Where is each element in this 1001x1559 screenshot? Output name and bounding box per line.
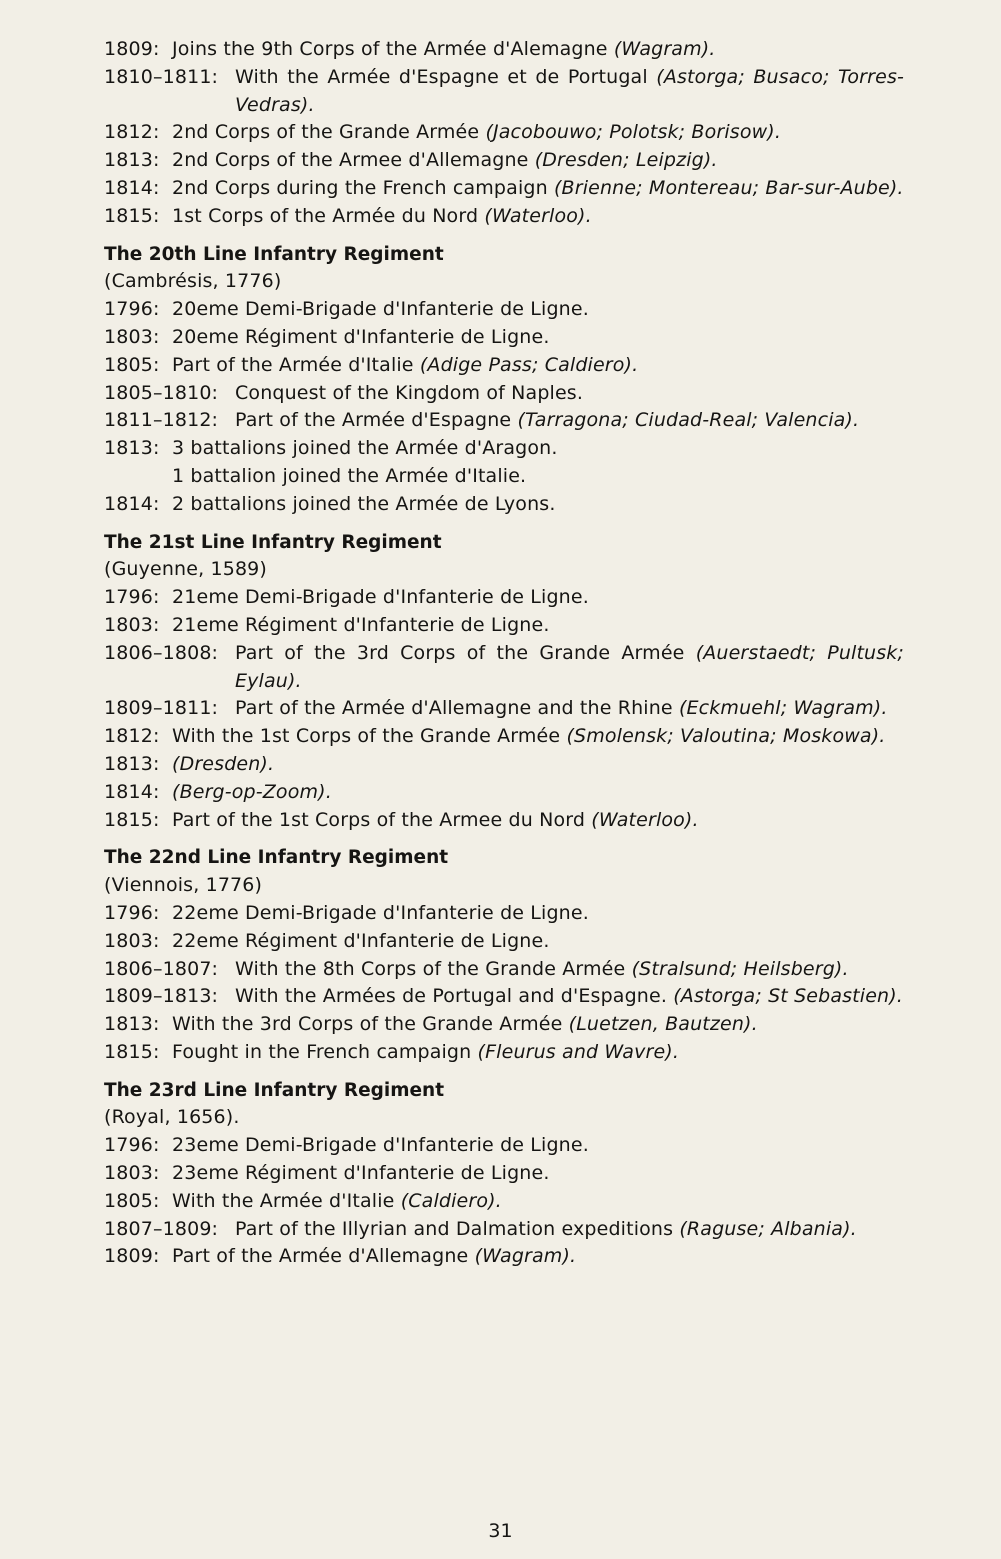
- entry-year: 1807–1809:: [104, 1217, 219, 1240]
- carryover-list: [104, 36, 904, 231]
- chronology-entry: [104, 407, 904, 435]
- entry-locations: (Wagram).: [474, 1245, 577, 1268]
- chronology-entry: [104, 1216, 904, 1244]
- entry-body: [104, 491, 904, 519]
- chronology-entry: [104, 119, 904, 147]
- entry-text: Part of the 1st Corps of the Armee du Nord: [172, 808, 586, 831]
- entry-body: [104, 1243, 904, 1271]
- chronology-entry: [104, 751, 904, 779]
- entry-text: With the 8th Corps of the Grande Armée: [235, 957, 626, 980]
- entry-year: 1811–1812:: [104, 409, 219, 432]
- entry-body: [104, 584, 904, 612]
- entry-continuation: 1 battalion joined the Armée d'Italie.: [172, 464, 527, 487]
- entry-text: Part of the Illyrian and Dalmation expeditions: [235, 1217, 674, 1240]
- chronology-entry: [104, 900, 904, 928]
- page-content: [104, 36, 904, 1271]
- chronology-entry: [104, 175, 904, 203]
- entry-text: 22eme Demi-Brigade d'Infanterie de Ligne.: [172, 901, 589, 924]
- regiment-origin: (Guyenne, 1589): [104, 558, 267, 581]
- chronology-entry: [104, 723, 904, 751]
- regiment-origin: (Royal, 1656).: [104, 1106, 240, 1129]
- entry-year: 1814:: [104, 176, 160, 199]
- entry-locations: (Adige Pass; Caldiero).: [419, 353, 639, 376]
- entry-body: [104, 900, 904, 928]
- entry-year: 1815:: [104, 1040, 160, 1063]
- entry-body: [104, 1039, 904, 1067]
- entry-locations: (Stralsund; Heilsberg).: [631, 957, 849, 980]
- entry-text: 2nd Corps during the French campaign: [172, 176, 548, 199]
- entry-year: 1803:: [104, 613, 160, 636]
- entry-locations: (Waterloo).: [591, 808, 699, 831]
- entry-year: 1805:: [104, 353, 160, 376]
- entry-text: Joins the 9th Corps of the Armée d'Alemagne: [172, 38, 608, 60]
- entry-year: 1806–1808:: [104, 641, 219, 664]
- entry-locations: (Raguse; Albania).: [679, 1217, 857, 1240]
- entry-body: [104, 1216, 904, 1244]
- entry-body: [104, 435, 904, 463]
- chronology-entry: [104, 1039, 904, 1067]
- regiment-heading: The 23rd Line Infantry Regiment: [104, 1079, 445, 1101]
- entry-year: 1805:: [104, 1189, 160, 1212]
- chronology-entry: [104, 695, 904, 723]
- entry-body: [104, 612, 904, 640]
- entry-locations: (Waterloo).: [484, 204, 592, 227]
- entry-body: [104, 1188, 904, 1216]
- entry-locations: (Wagram).: [613, 38, 716, 60]
- chronology-entry: [104, 296, 904, 324]
- entry-body: [104, 928, 904, 956]
- entry-year: 1803:: [104, 1162, 160, 1185]
- entry-body: [104, 324, 904, 352]
- entry-year: 1805–1810:: [104, 381, 219, 404]
- entry-locations: (Dresden; Leipzig).: [534, 149, 718, 172]
- entry-locations: (Eckmuehl; Wagram).: [678, 697, 888, 720]
- entry-body: [104, 36, 904, 64]
- entry-locations: (Dresden).: [172, 752, 275, 775]
- entry-text: Part of the Armée d'Espagne: [235, 409, 512, 432]
- chronology-entry: [104, 779, 904, 807]
- entry-text: 20eme Régiment d'Infanterie de Ligne.: [172, 325, 550, 348]
- entry-body: [104, 352, 904, 380]
- entry-body: [104, 723, 904, 751]
- entry-locations: (Luetzen, Bautzen).: [568, 1013, 758, 1036]
- chronology-entry: [104, 956, 904, 984]
- chronology-entry: [104, 640, 904, 696]
- entry-body: [104, 779, 904, 807]
- entry-body: [104, 407, 904, 435]
- entry-text: Part of the Armée d'Allemagne: [172, 1245, 469, 1268]
- entry-year: 1809–1811:: [104, 697, 219, 720]
- entry-locations: (Astorga; St Sebastien).: [673, 985, 903, 1008]
- chronology-entry: [104, 807, 904, 835]
- entry-text: 2 battalions joined the Armée de Lyons.: [172, 492, 556, 515]
- entry-text: 1st Corps of the Armée du Nord: [172, 204, 479, 227]
- entry-text: With the Armée d'Espagne et de Portugal: [235, 65, 648, 88]
- chronology-entry: [104, 36, 904, 64]
- entry-locations: (Smolensk; Valoutina; Moskowa).: [566, 725, 886, 748]
- regiment-heading: The 21st Line Infantry Regiment: [104, 531, 442, 553]
- regiment-heading: The 20th Line Infantry Regiment: [104, 243, 444, 265]
- chronology-entry: [104, 1243, 904, 1271]
- entry-text: 20eme Demi-Brigade d'Infanterie de Ligne.: [172, 298, 589, 321]
- entry-year: 1813:: [104, 1013, 160, 1036]
- entry-year: 1815:: [104, 808, 160, 831]
- entry-locations: (Tarragona; Ciudad-Real; Valencia).: [517, 409, 860, 432]
- regiment-section: [104, 529, 904, 835]
- entry-text: 23eme Demi-Brigade d'Infanterie de Ligne.: [172, 1134, 589, 1157]
- entry-year: 1813:: [104, 149, 160, 172]
- entry-year: 1803:: [104, 325, 160, 348]
- chronology-entry: [104, 64, 904, 120]
- regiment-origin: (Cambrésis, 1776): [104, 270, 282, 293]
- entry-year: 1806–1807:: [104, 957, 219, 980]
- entry-locations: (Fleurus and Wavre).: [477, 1040, 680, 1063]
- entry-body: [104, 983, 904, 1011]
- entry-text: With the 1st Corps of the Grande Armée: [172, 725, 561, 748]
- regiment-section: [104, 844, 904, 1066]
- entry-year: 1812:: [104, 121, 160, 144]
- entry-year: 1813:: [104, 437, 160, 460]
- entry-text: Part of the 3rd Corps of the Grande Armée: [235, 641, 685, 664]
- entry-locations: (Jacobouwo; Polotsk; Borisow).: [485, 121, 782, 144]
- chronology-entry: [104, 612, 904, 640]
- chronology-entry: [104, 584, 904, 612]
- entry-year: 1813:: [104, 752, 160, 775]
- entry-text: 2nd Corps of the Grande Armée: [172, 121, 480, 144]
- chronology-entry: [104, 203, 904, 231]
- entry-body: [104, 147, 904, 175]
- chronology-entry: [104, 435, 904, 463]
- sections: [104, 241, 904, 1272]
- entry-locations: (Caldiero).: [400, 1189, 502, 1212]
- regiment-section: [104, 241, 904, 519]
- chronology-entry: [104, 491, 904, 519]
- chronology-entry: [104, 1132, 904, 1160]
- entry-locations: (Auerstaedt; Pultusk; Eylau).: [235, 641, 904, 692]
- entry-text: Part of the Armée d'Italie: [172, 353, 414, 376]
- page-number: 31: [488, 1520, 513, 1542]
- chronology-entry: [104, 352, 904, 380]
- chronology-entry: [104, 928, 904, 956]
- entry-text: With the Armées de Portugal and d'Espagne.: [235, 985, 668, 1008]
- entry-year: 1796:: [104, 901, 160, 924]
- chronology-entry: [104, 380, 904, 408]
- entry-year: 1809:: [104, 38, 160, 60]
- entry-body: [104, 203, 904, 231]
- entry-text: With the 3rd Corps of the Grande Armée: [172, 1013, 563, 1036]
- entry-body: [104, 380, 904, 408]
- entry-year: 1815:: [104, 204, 160, 227]
- chronology-entry: [104, 1160, 904, 1188]
- entry-text: With the Armée d'Italie: [172, 1189, 395, 1212]
- regiment-section: [104, 1077, 904, 1272]
- entry-body: [104, 175, 904, 203]
- entry-year: 1809:: [104, 1245, 160, 1268]
- entry-body: [104, 956, 904, 984]
- entry-year: 1809–1813:: [104, 985, 219, 1008]
- entry-year: 1810–1811:: [104, 65, 219, 88]
- entry-body: [104, 807, 904, 835]
- entry-body: [104, 1011, 904, 1039]
- entry-body: [104, 1132, 904, 1160]
- entry-year: 1803:: [104, 929, 160, 952]
- entry-body: [104, 119, 904, 147]
- entry-body: [104, 1160, 904, 1188]
- chronology-entry: [104, 1188, 904, 1216]
- entry-text: Part of the Armée d'Allemagne and the Rhine: [235, 697, 673, 720]
- entry-year: 1796:: [104, 586, 160, 609]
- entry-year: 1814:: [104, 492, 160, 515]
- chronology-entry: [104, 324, 904, 352]
- entry-body: [104, 695, 904, 723]
- entry-body: [104, 64, 904, 120]
- entry-text: 21eme Demi-Brigade d'Infanterie de Ligne.: [172, 586, 589, 609]
- entry-text: Fought in the French campaign: [172, 1040, 472, 1063]
- entry-body: [104, 751, 904, 779]
- entry-text: 21eme Régiment d'Infanterie de Ligne.: [172, 613, 550, 636]
- chronology-entry: [104, 147, 904, 175]
- entry-year: 1796:: [104, 1134, 160, 1157]
- entry-text: 2nd Corps of the Armee d'Allemagne: [172, 149, 529, 172]
- regiment-heading: The 22nd Line Infantry Regiment: [104, 847, 449, 869]
- entry-locations: (Brienne; Montereau; Bar-sur-Aube).: [553, 176, 904, 199]
- entry-body: [104, 640, 904, 696]
- entry-year: 1812:: [104, 725, 160, 748]
- entry-year: 1796:: [104, 298, 160, 321]
- entry-locations: (Berg-op-Zoom).: [172, 780, 332, 803]
- entry-text: 3 battalions joined the Armée d'Aragon.: [172, 437, 558, 460]
- entry-body: [104, 296, 904, 324]
- entry-text: Conquest of the Kingdom of Naples.: [235, 381, 584, 404]
- entry-text: 22eme Régiment d'Infanterie de Ligne.: [172, 929, 550, 952]
- entry-text: 23eme Régiment d'Infanterie de Ligne.: [172, 1162, 550, 1185]
- chronology-entry: [104, 1011, 904, 1039]
- entry-locations: (Astorga; Busaco; Torres-Vedras).: [235, 65, 904, 116]
- regiment-origin: (Viennois, 1776): [104, 874, 263, 897]
- chronology-entry: [104, 983, 904, 1011]
- entry-year: 1814:: [104, 780, 160, 803]
